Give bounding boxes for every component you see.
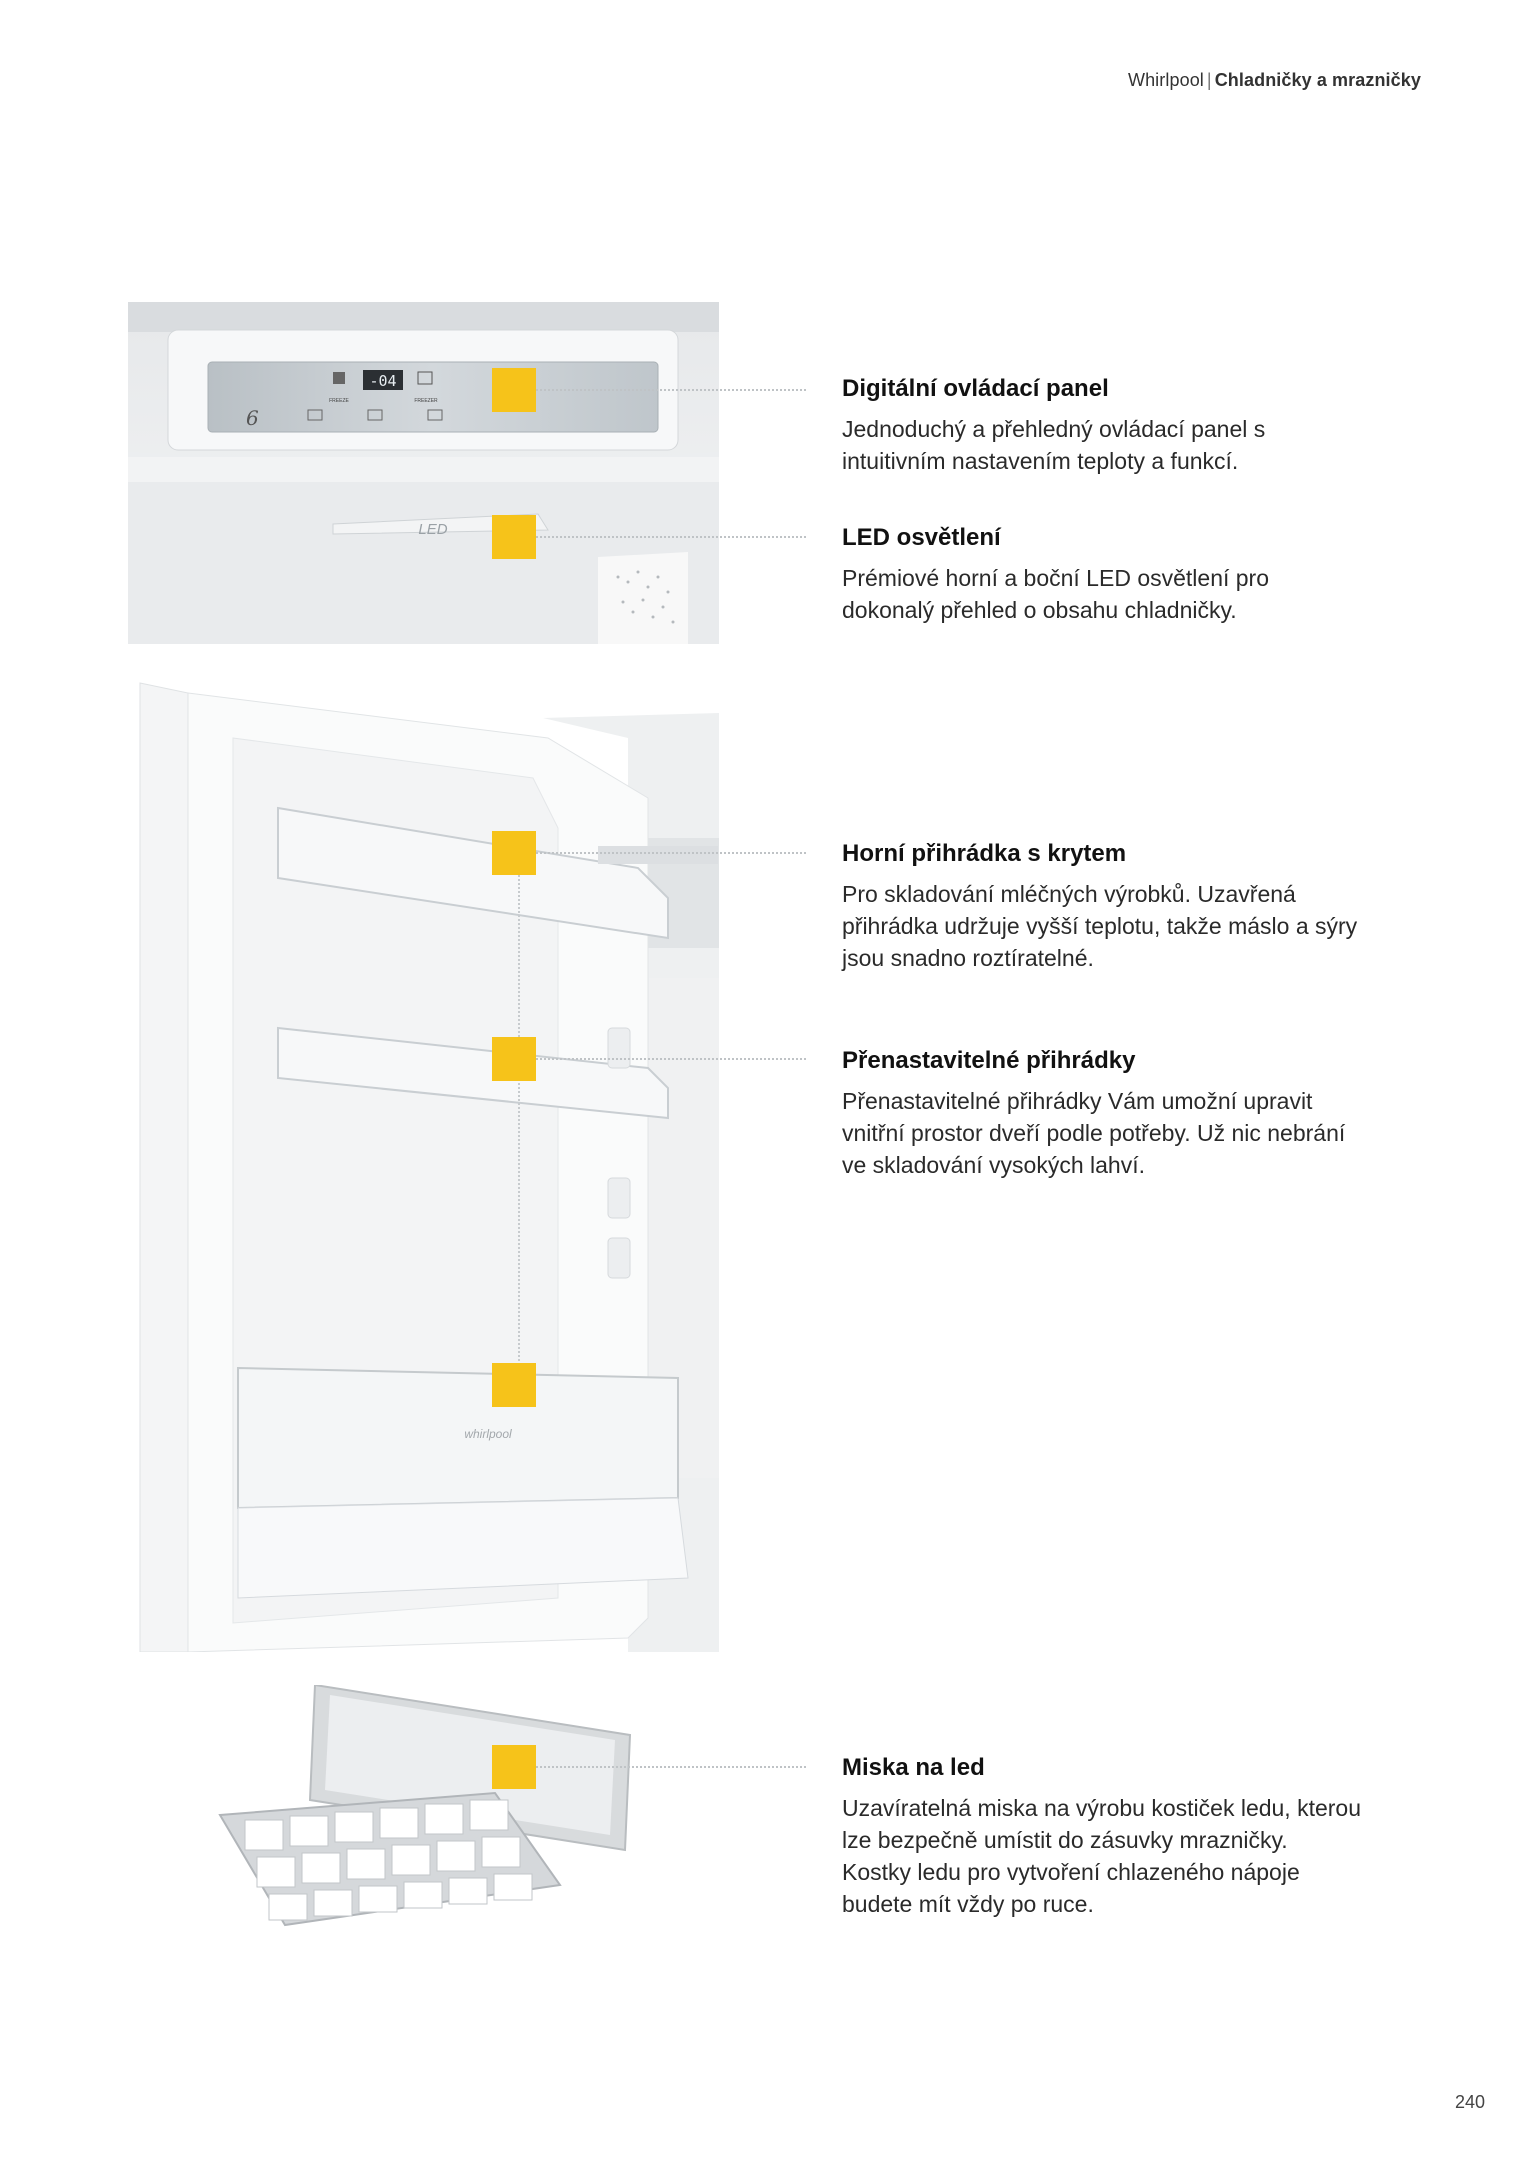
feature-text: Prémiové horní a boční LED osvětlení pro dokonalý přehled o obsahu chladničky. xyxy=(842,565,1270,623)
marker-adjustable-shelves xyxy=(492,1037,536,1081)
page-number: 240 xyxy=(1454,2092,1485,2112)
brand-name: Whirlpool xyxy=(1127,70,1204,90)
leader-ice-tray xyxy=(536,1766,806,1768)
marker-bottom-shelf xyxy=(492,1363,536,1407)
feature-title: LED osvětlení xyxy=(842,524,1001,551)
feature-title: Miska na led xyxy=(842,1754,985,1781)
leader-top-compartment xyxy=(536,852,806,854)
leader-control-panel xyxy=(536,389,806,391)
control-panel-photo xyxy=(128,302,719,644)
feature-control-panel xyxy=(842,375,1362,477)
section-title: Chladničky a mrazničky xyxy=(1214,70,1421,90)
feature-text: Pro skladování mléčných výrobků. Uzavřená přihrádka udržuje vyšší teplotu, takže máslo a sýry jsou snadno roztíratelné. xyxy=(842,881,1358,971)
leader-led xyxy=(536,536,806,538)
feature-text: Uzavíratelná miska na výrobu kostiček ledu, kterou lze bezpečně umístit do zásuvky mrazničky. Kostky ledu pro vytvoření chlazeného nápoje budete mít vždy po ruce. xyxy=(842,1795,1362,1917)
freezer-label: FREEZER xyxy=(414,398,438,404)
freeze-label: FREEZE xyxy=(329,398,349,404)
door-logo: whirlpool xyxy=(464,1427,512,1441)
panel-number: 6 xyxy=(246,406,259,430)
leader-adjustable-shelves xyxy=(536,1058,806,1060)
page-header xyxy=(1128,70,1421,91)
led-label: LED xyxy=(418,521,448,538)
feature-title: Horní přihrádka s krytem xyxy=(842,840,1127,867)
ice-tray-photo xyxy=(205,1685,645,1975)
feature-ice-tray xyxy=(842,1754,1362,1920)
marker-ice-tray xyxy=(492,1745,536,1789)
feature-title: Přenastavitelné přihrádky xyxy=(842,1047,1136,1074)
panel-display: -04 xyxy=(369,372,397,390)
marker-control-panel xyxy=(492,368,536,412)
feature-adjustable-shelves xyxy=(842,1047,1362,1181)
marker-led xyxy=(492,515,536,559)
feature-title: Digitální ovládací panel xyxy=(842,375,1109,402)
feature-text: Přenastavitelné přihrádky Vám umožní upravit vnitřní prostor dveří podle potřeby. Už nic nebrání ve skladování vysokých lahví. xyxy=(842,1088,1346,1178)
feature-led xyxy=(842,524,1362,626)
vertical-leader xyxy=(518,860,520,1380)
feature-text: Jednoduchý a přehledný ovládací panel s intuitivním nastavením teploty a funkcí. xyxy=(842,416,1266,474)
header-separator: | xyxy=(1206,70,1212,90)
fridge-door-photo xyxy=(128,678,719,1652)
marker-top-compartment xyxy=(492,831,536,875)
feature-top-compartment xyxy=(842,840,1362,974)
